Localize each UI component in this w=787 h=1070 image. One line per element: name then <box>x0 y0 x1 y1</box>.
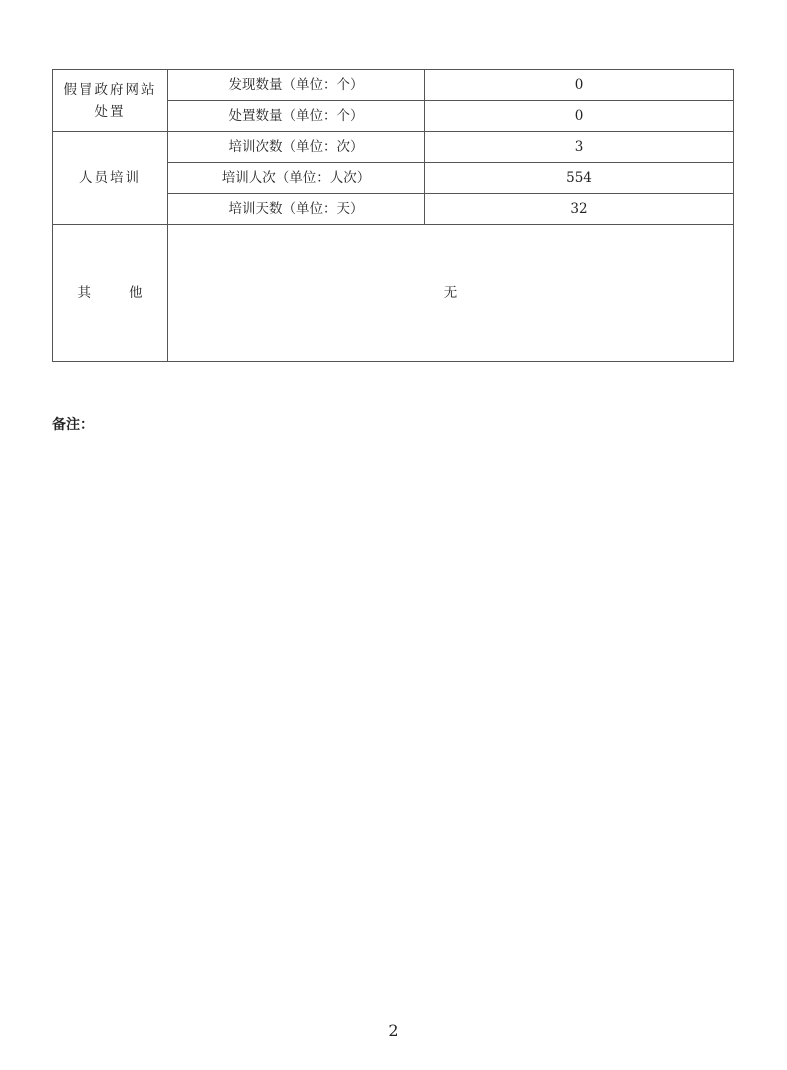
other-label-char: 他 <box>129 285 143 301</box>
item-label: 处置数量（单位：个） <box>168 101 425 132</box>
other-value: 无 <box>168 225 734 362</box>
table-row <box>53 132 734 163</box>
page-number: 2 <box>388 1021 399 1040</box>
table-row <box>53 70 734 101</box>
training-group-label: 人员培训 <box>53 132 168 225</box>
note-label: 备注： <box>52 417 94 433</box>
item-label: 培训次数（单位：次） <box>168 132 425 163</box>
item-value: 3 <box>425 132 734 163</box>
item-label: 培训天数（单位：天） <box>168 194 425 225</box>
other-group-label <box>53 225 168 362</box>
fake-site-group-label: 假冒政府网站处置 <box>53 70 168 132</box>
item-value: 0 <box>425 70 734 101</box>
other-label-char: 其 <box>77 285 91 301</box>
item-value: 32 <box>425 194 734 225</box>
table-row <box>53 225 734 362</box>
item-label: 培训人次（单位：人次） <box>168 163 425 194</box>
item-label: 发现数量（单位：个） <box>168 70 425 101</box>
report-table <box>52 69 734 362</box>
item-value: 0 <box>425 101 734 132</box>
item-value: 554 <box>425 163 734 194</box>
